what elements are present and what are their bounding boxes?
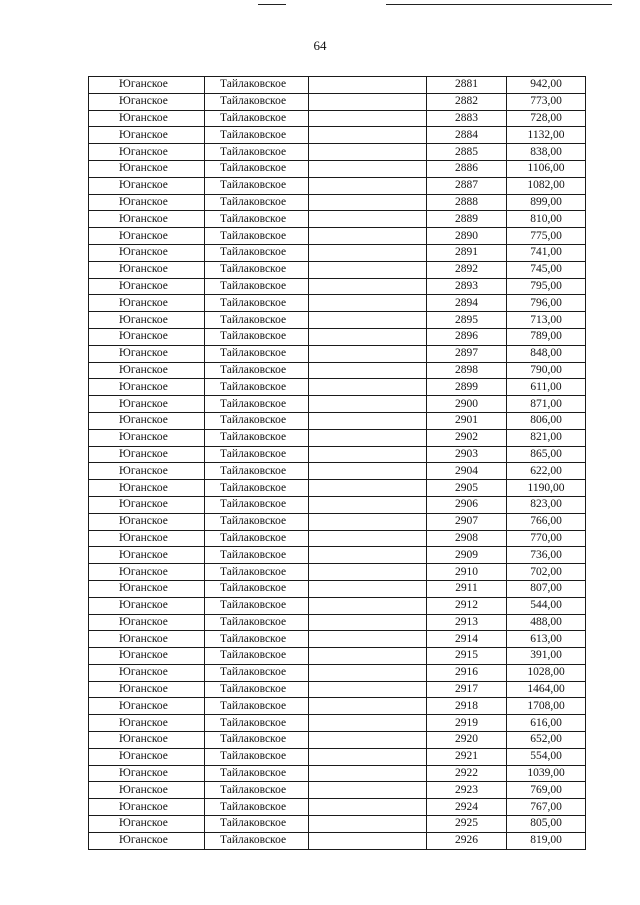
area-name-cell: Тайлаковское	[205, 715, 309, 732]
number-cell: 2883	[427, 110, 507, 127]
field-name-cell: Юганское	[89, 664, 205, 681]
empty-cell	[309, 832, 427, 849]
table-row	[89, 513, 586, 530]
table-row	[89, 748, 586, 765]
area-name-cell: Тайлаковское	[205, 429, 309, 446]
empty-cell	[309, 144, 427, 161]
register-body	[89, 77, 586, 850]
value-cell: 1464,00	[507, 681, 586, 698]
empty-cell	[309, 93, 427, 110]
empty-cell	[309, 110, 427, 127]
field-name-cell: Юганское	[89, 496, 205, 513]
area-name-cell: Тайлаковское	[205, 782, 309, 799]
table-row	[89, 345, 586, 362]
empty-cell	[309, 379, 427, 396]
table-row	[89, 715, 586, 732]
value-cell: 391,00	[507, 648, 586, 665]
area-name-cell: Тайлаковское	[205, 194, 309, 211]
field-name-cell: Юганское	[89, 530, 205, 547]
table-row	[89, 782, 586, 799]
value-cell: 810,00	[507, 211, 586, 228]
area-name-cell: Тайлаковское	[205, 564, 309, 581]
area-name-cell: Тайлаковское	[205, 681, 309, 698]
number-cell: 2895	[427, 312, 507, 329]
value-cell: 554,00	[507, 748, 586, 765]
empty-cell	[309, 614, 427, 631]
table-row	[89, 261, 586, 278]
number-cell: 2881	[427, 77, 507, 94]
area-name-cell: Тайлаковское	[205, 77, 309, 94]
field-name-cell: Юганское	[89, 144, 205, 161]
area-name-cell: Тайлаковское	[205, 547, 309, 564]
top-rule-right	[386, 4, 612, 5]
number-cell: 2904	[427, 463, 507, 480]
area-name-cell: Тайлаковское	[205, 480, 309, 497]
table-row	[89, 110, 586, 127]
table-row	[89, 480, 586, 497]
number-cell: 2891	[427, 244, 507, 261]
field-name-cell: Юганское	[89, 177, 205, 194]
number-cell: 2902	[427, 429, 507, 446]
table-row	[89, 93, 586, 110]
area-name-cell: Тайлаковское	[205, 580, 309, 597]
area-name-cell: Тайлаковское	[205, 228, 309, 245]
table-row	[89, 530, 586, 547]
table-row	[89, 228, 586, 245]
area-name-cell: Тайлаковское	[205, 379, 309, 396]
area-name-cell: Тайлаковское	[205, 160, 309, 177]
number-cell: 2882	[427, 93, 507, 110]
empty-cell	[309, 194, 427, 211]
value-cell: 838,00	[507, 144, 586, 161]
field-name-cell: Юганское	[89, 648, 205, 665]
value-cell: 821,00	[507, 429, 586, 446]
value-cell: 622,00	[507, 463, 586, 480]
empty-cell	[309, 345, 427, 362]
table-row	[89, 496, 586, 513]
number-cell: 2897	[427, 345, 507, 362]
value-cell: 488,00	[507, 614, 586, 631]
empty-cell	[309, 312, 427, 329]
field-name-cell: Юганское	[89, 110, 205, 127]
value-cell: 823,00	[507, 496, 586, 513]
empty-cell	[309, 631, 427, 648]
field-name-cell: Юганское	[89, 278, 205, 295]
number-cell: 2922	[427, 765, 507, 782]
table-row	[89, 648, 586, 665]
number-cell: 2901	[427, 412, 507, 429]
field-name-cell: Юганское	[89, 412, 205, 429]
value-cell: 652,00	[507, 732, 586, 749]
value-cell: 871,00	[507, 396, 586, 413]
table-row	[89, 816, 586, 833]
number-cell: 2888	[427, 194, 507, 211]
number-cell: 2913	[427, 614, 507, 631]
empty-cell	[309, 295, 427, 312]
table-row	[89, 832, 586, 849]
number-cell: 2887	[427, 177, 507, 194]
value-cell: 766,00	[507, 513, 586, 530]
value-cell: 848,00	[507, 345, 586, 362]
field-name-cell: Юганское	[89, 194, 205, 211]
table-row	[89, 580, 586, 597]
number-cell: 2893	[427, 278, 507, 295]
number-cell: 2911	[427, 580, 507, 597]
empty-cell	[309, 580, 427, 597]
table-row	[89, 463, 586, 480]
area-name-cell: Тайлаковское	[205, 799, 309, 816]
field-name-cell: Юганское	[89, 228, 205, 245]
field-name-cell: Юганское	[89, 345, 205, 362]
number-cell: 2923	[427, 782, 507, 799]
number-cell: 2900	[427, 396, 507, 413]
table-row	[89, 194, 586, 211]
value-cell: 1028,00	[507, 664, 586, 681]
area-name-cell: Тайлаковское	[205, 648, 309, 665]
table-row	[89, 681, 586, 698]
area-name-cell: Тайлаковское	[205, 93, 309, 110]
field-name-cell: Юганское	[89, 244, 205, 261]
area-name-cell: Тайлаковское	[205, 631, 309, 648]
field-name-cell: Юганское	[89, 261, 205, 278]
field-name-cell: Юганское	[89, 379, 205, 396]
empty-cell	[309, 396, 427, 413]
value-cell: 1039,00	[507, 765, 586, 782]
value-cell: 789,00	[507, 328, 586, 345]
empty-cell	[309, 480, 427, 497]
empty-cell	[309, 446, 427, 463]
field-name-cell: Юганское	[89, 614, 205, 631]
field-name-cell: Юганское	[89, 127, 205, 144]
empty-cell	[309, 463, 427, 480]
field-name-cell: Юганское	[89, 765, 205, 782]
empty-cell	[309, 816, 427, 833]
empty-cell	[309, 799, 427, 816]
number-cell: 2915	[427, 648, 507, 665]
empty-cell	[309, 530, 427, 547]
value-cell: 745,00	[507, 261, 586, 278]
number-cell: 2905	[427, 480, 507, 497]
value-cell: 1708,00	[507, 698, 586, 715]
empty-cell	[309, 496, 427, 513]
number-cell: 2892	[427, 261, 507, 278]
number-cell: 2894	[427, 295, 507, 312]
value-cell: 773,00	[507, 93, 586, 110]
field-name-cell: Юганское	[89, 77, 205, 94]
empty-cell	[309, 597, 427, 614]
top-rule-left	[258, 4, 286, 5]
value-cell: 613,00	[507, 631, 586, 648]
value-cell: 795,00	[507, 278, 586, 295]
number-cell: 2899	[427, 379, 507, 396]
value-cell: 769,00	[507, 782, 586, 799]
area-name-cell: Тайлаковское	[205, 463, 309, 480]
number-cell: 2909	[427, 547, 507, 564]
value-cell: 942,00	[507, 77, 586, 94]
empty-cell	[309, 748, 427, 765]
value-cell: 806,00	[507, 412, 586, 429]
field-name-cell: Юганское	[89, 480, 205, 497]
field-name-cell: Юганское	[89, 597, 205, 614]
value-cell: 796,00	[507, 295, 586, 312]
area-name-cell: Тайлаковское	[205, 295, 309, 312]
page-number: 64	[313, 38, 327, 53]
table-row	[89, 446, 586, 463]
value-cell: 807,00	[507, 580, 586, 597]
empty-cell	[309, 715, 427, 732]
table-row	[89, 328, 586, 345]
number-cell: 2914	[427, 631, 507, 648]
number-cell: 2907	[427, 513, 507, 530]
number-cell: 2890	[427, 228, 507, 245]
area-name-cell: Тайлаковское	[205, 765, 309, 782]
field-name-cell: Юганское	[89, 832, 205, 849]
table-row	[89, 597, 586, 614]
number-cell: 2908	[427, 530, 507, 547]
table-row	[89, 631, 586, 648]
area-name-cell: Тайлаковское	[205, 446, 309, 463]
empty-cell	[309, 429, 427, 446]
empty-cell	[309, 228, 427, 245]
area-name-cell: Тайлаковское	[205, 614, 309, 631]
field-name-cell: Юганское	[89, 328, 205, 345]
field-name-cell: Юганское	[89, 446, 205, 463]
table-row	[89, 379, 586, 396]
table-row	[89, 144, 586, 161]
number-cell: 2889	[427, 211, 507, 228]
register-table	[88, 76, 586, 850]
number-cell: 2921	[427, 748, 507, 765]
field-name-cell: Юганское	[89, 580, 205, 597]
table-row	[89, 77, 586, 94]
number-cell: 2916	[427, 664, 507, 681]
empty-cell	[309, 681, 427, 698]
number-cell: 2885	[427, 144, 507, 161]
value-cell: 767,00	[507, 799, 586, 816]
empty-cell	[309, 362, 427, 379]
empty-cell	[309, 127, 427, 144]
table-row	[89, 765, 586, 782]
table-row	[89, 429, 586, 446]
area-name-cell: Тайлаковское	[205, 244, 309, 261]
empty-cell	[309, 412, 427, 429]
value-cell: 819,00	[507, 832, 586, 849]
area-name-cell: Тайлаковское	[205, 396, 309, 413]
area-name-cell: Тайлаковское	[205, 261, 309, 278]
value-cell: 1190,00	[507, 480, 586, 497]
field-name-cell: Юганское	[89, 547, 205, 564]
value-cell: 770,00	[507, 530, 586, 547]
area-name-cell: Тайлаковское	[205, 110, 309, 127]
empty-cell	[309, 782, 427, 799]
empty-cell	[309, 547, 427, 564]
area-name-cell: Тайлаковское	[205, 312, 309, 329]
area-name-cell: Тайлаковское	[205, 278, 309, 295]
table-row	[89, 160, 586, 177]
number-cell: 2925	[427, 816, 507, 833]
empty-cell	[309, 732, 427, 749]
area-name-cell: Тайлаковское	[205, 328, 309, 345]
area-name-cell: Тайлаковское	[205, 496, 309, 513]
number-cell: 2919	[427, 715, 507, 732]
area-name-cell: Тайлаковское	[205, 732, 309, 749]
area-name-cell: Тайлаковское	[205, 127, 309, 144]
number-cell: 2910	[427, 564, 507, 581]
value-cell: 611,00	[507, 379, 586, 396]
empty-cell	[309, 328, 427, 345]
value-cell: 1106,00	[507, 160, 586, 177]
value-cell: 899,00	[507, 194, 586, 211]
field-name-cell: Юганское	[89, 93, 205, 110]
number-cell: 2906	[427, 496, 507, 513]
number-cell: 2926	[427, 832, 507, 849]
area-name-cell: Тайлаковское	[205, 816, 309, 833]
number-cell: 2896	[427, 328, 507, 345]
field-name-cell: Юганское	[89, 631, 205, 648]
empty-cell	[309, 278, 427, 295]
table-row	[89, 127, 586, 144]
area-name-cell: Тайлаковское	[205, 698, 309, 715]
area-name-cell: Тайлаковское	[205, 513, 309, 530]
table-row	[89, 698, 586, 715]
field-name-cell: Юганское	[89, 715, 205, 732]
value-cell: 544,00	[507, 597, 586, 614]
field-name-cell: Юганское	[89, 429, 205, 446]
area-name-cell: Тайлаковское	[205, 362, 309, 379]
number-cell: 2917	[427, 681, 507, 698]
value-cell: 865,00	[507, 446, 586, 463]
value-cell: 775,00	[507, 228, 586, 245]
table-row	[89, 547, 586, 564]
field-name-cell: Юганское	[89, 732, 205, 749]
field-name-cell: Юганское	[89, 748, 205, 765]
value-cell: 713,00	[507, 312, 586, 329]
table-row	[89, 412, 586, 429]
value-cell: 805,00	[507, 816, 586, 833]
table-row	[89, 362, 586, 379]
empty-cell	[309, 77, 427, 94]
area-name-cell: Тайлаковское	[205, 664, 309, 681]
value-cell: 736,00	[507, 547, 586, 564]
empty-cell	[309, 648, 427, 665]
area-name-cell: Тайлаковское	[205, 177, 309, 194]
area-name-cell: Тайлаковское	[205, 211, 309, 228]
area-name-cell: Тайлаковское	[205, 530, 309, 547]
value-cell: 1082,00	[507, 177, 586, 194]
number-cell: 2912	[427, 597, 507, 614]
field-name-cell: Юганское	[89, 698, 205, 715]
area-name-cell: Тайлаковское	[205, 345, 309, 362]
empty-cell	[309, 261, 427, 278]
table-row	[89, 211, 586, 228]
field-name-cell: Юганское	[89, 211, 205, 228]
table-row	[89, 396, 586, 413]
empty-cell	[309, 664, 427, 681]
value-cell: 1132,00	[507, 127, 586, 144]
value-cell: 728,00	[507, 110, 586, 127]
field-name-cell: Юганское	[89, 816, 205, 833]
area-name-cell: Тайлаковское	[205, 832, 309, 849]
number-cell: 2924	[427, 799, 507, 816]
table-row	[89, 278, 586, 295]
value-cell: 790,00	[507, 362, 586, 379]
empty-cell	[309, 513, 427, 530]
table-row	[89, 295, 586, 312]
table-row	[89, 244, 586, 261]
field-name-cell: Юганское	[89, 782, 205, 799]
empty-cell	[309, 564, 427, 581]
table-row	[89, 312, 586, 329]
empty-cell	[309, 177, 427, 194]
empty-cell	[309, 698, 427, 715]
field-name-cell: Юганское	[89, 799, 205, 816]
field-name-cell: Юганское	[89, 463, 205, 480]
value-cell: 741,00	[507, 244, 586, 261]
value-cell: 616,00	[507, 715, 586, 732]
field-name-cell: Юганское	[89, 362, 205, 379]
field-name-cell: Юганское	[89, 681, 205, 698]
empty-cell	[309, 244, 427, 261]
field-name-cell: Юганское	[89, 513, 205, 530]
number-cell: 2884	[427, 127, 507, 144]
field-name-cell: Юганское	[89, 396, 205, 413]
table-row	[89, 732, 586, 749]
table-row	[89, 564, 586, 581]
empty-cell	[309, 160, 427, 177]
number-cell: 2886	[427, 160, 507, 177]
field-name-cell: Юганское	[89, 295, 205, 312]
area-name-cell: Тайлаковское	[205, 597, 309, 614]
empty-cell	[309, 211, 427, 228]
empty-cell	[309, 765, 427, 782]
number-cell: 2918	[427, 698, 507, 715]
number-cell: 2903	[427, 446, 507, 463]
table-row	[89, 799, 586, 816]
field-name-cell: Юганское	[89, 564, 205, 581]
area-name-cell: Тайлаковское	[205, 412, 309, 429]
number-cell: 2920	[427, 732, 507, 749]
number-cell: 2898	[427, 362, 507, 379]
field-name-cell: Юганское	[89, 160, 205, 177]
table-row	[89, 664, 586, 681]
value-cell: 702,00	[507, 564, 586, 581]
area-name-cell: Тайлаковское	[205, 748, 309, 765]
field-name-cell: Юганское	[89, 312, 205, 329]
area-name-cell: Тайлаковское	[205, 144, 309, 161]
table-row	[89, 177, 586, 194]
table-row	[89, 614, 586, 631]
